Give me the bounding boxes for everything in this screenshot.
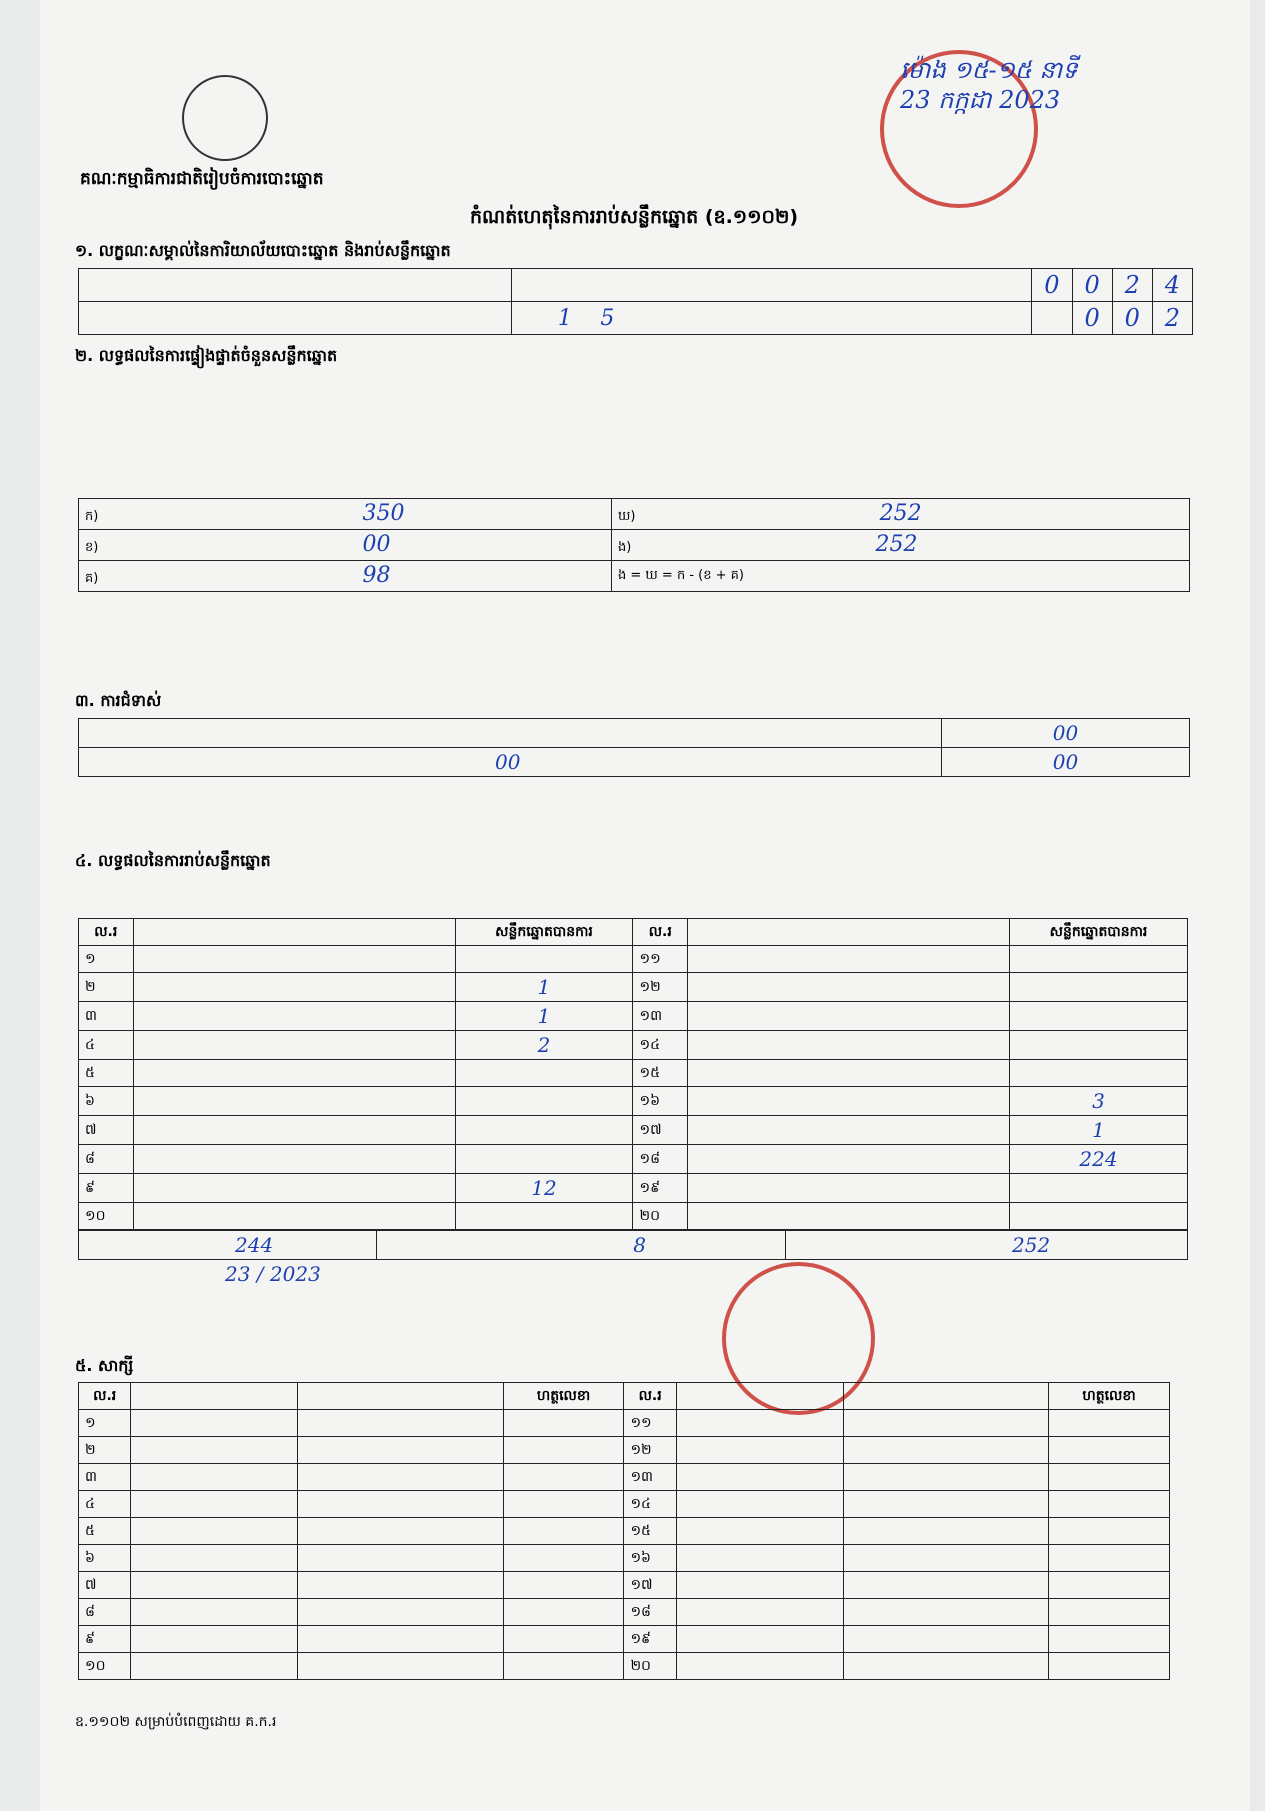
station-name-cell bbox=[79, 269, 512, 302]
witness-party bbox=[298, 1518, 503, 1545]
party-cell bbox=[133, 973, 455, 1002]
count-row-b bbox=[79, 530, 1190, 561]
commune-code-3: 2 bbox=[1152, 302, 1192, 335]
party-cell bbox=[133, 1060, 455, 1087]
witness-name bbox=[676, 1464, 843, 1491]
witness-party bbox=[298, 1626, 503, 1653]
witness-party bbox=[843, 1491, 1048, 1518]
votes-cell bbox=[1010, 946, 1188, 973]
table-row bbox=[79, 1518, 1170, 1545]
witness-party bbox=[298, 1599, 503, 1626]
witness-no: ៦ bbox=[79, 1545, 131, 1572]
count-b-value: 00 bbox=[362, 532, 391, 557]
party-cell bbox=[133, 1145, 455, 1174]
party-cell bbox=[688, 1145, 1010, 1174]
witness-no: ២ bbox=[79, 1437, 131, 1464]
district-code-2: 5 bbox=[600, 305, 615, 331]
witness-name bbox=[131, 1518, 298, 1545]
witness-no: ១៦ bbox=[624, 1545, 676, 1572]
votes-cell bbox=[455, 1203, 633, 1230]
witness-name bbox=[676, 1437, 843, 1464]
party-cell bbox=[688, 1002, 1010, 1031]
party-cell bbox=[133, 1203, 455, 1230]
station-name-value bbox=[511, 269, 1031, 302]
station-row bbox=[79, 269, 1193, 302]
objection-value-1: 00 bbox=[942, 719, 1190, 748]
results-no: ១៨ bbox=[633, 1145, 688, 1174]
votes-cell bbox=[455, 1116, 633, 1145]
organization-name: គណៈកម្មាធិការជាតិរៀបចំការបោះឆ្នោត bbox=[80, 169, 324, 189]
results-no: ១៥ bbox=[633, 1060, 688, 1087]
votes-cell: 3 bbox=[1010, 1087, 1188, 1116]
party-cell bbox=[133, 1087, 455, 1116]
totals-table bbox=[78, 1230, 1188, 1260]
count-e-label: ង) bbox=[618, 540, 632, 555]
count-d-label: ឃ) bbox=[618, 509, 636, 524]
witness-sign bbox=[503, 1464, 624, 1491]
votes-cell bbox=[455, 1060, 633, 1087]
results-h-votes-left: សន្លឹកឆ្នោតបានការ bbox=[455, 919, 633, 946]
witness-no: ១៧ bbox=[624, 1572, 676, 1599]
table-row bbox=[79, 1437, 1170, 1464]
witness-party bbox=[843, 1464, 1048, 1491]
witness-name bbox=[131, 1572, 298, 1599]
party-cell bbox=[133, 946, 455, 973]
witness-sign bbox=[1049, 1626, 1170, 1653]
table-row bbox=[79, 1653, 1170, 1680]
witness-party bbox=[843, 1653, 1048, 1680]
party-cell bbox=[133, 1174, 455, 1203]
objection-row-1 bbox=[79, 719, 1190, 748]
results-no: ៦ bbox=[79, 1087, 134, 1116]
witness-party bbox=[843, 1599, 1048, 1626]
stamp-line-2: 23 កក្កដា 2023 bbox=[900, 86, 1061, 114]
results-no: ១១ bbox=[633, 946, 688, 973]
station-code-3: 2 bbox=[1112, 269, 1152, 302]
count-b-label: ខ) bbox=[85, 540, 99, 555]
witness-no: ៨ bbox=[79, 1599, 131, 1626]
total-box-cell bbox=[785, 1231, 1187, 1260]
commune-code-2: 0 bbox=[1112, 302, 1152, 335]
nec-emblem-icon bbox=[182, 75, 268, 161]
party-cell bbox=[688, 973, 1010, 1002]
stamp-handwriting bbox=[900, 55, 1077, 115]
witness-no: ១២ bbox=[624, 1437, 676, 1464]
witness-name bbox=[131, 1437, 298, 1464]
witness-sign bbox=[503, 1491, 624, 1518]
votes-cell bbox=[1010, 1174, 1188, 1203]
party-cell bbox=[688, 1116, 1010, 1145]
table-row bbox=[79, 1174, 1188, 1203]
witness-no: ១៩ bbox=[624, 1626, 676, 1653]
witness-sign bbox=[503, 1599, 624, 1626]
record-date: 23 / 2023 bbox=[225, 1262, 321, 1286]
table-row bbox=[79, 1545, 1170, 1572]
results-no: ៨ bbox=[79, 1145, 134, 1174]
results-no: ១២ bbox=[633, 973, 688, 1002]
results-h-party-right bbox=[688, 919, 1010, 946]
count-d-cell bbox=[612, 499, 1190, 530]
table-row bbox=[79, 1491, 1170, 1518]
section-3-title: ៣. ការជំទាស់ bbox=[75, 691, 162, 710]
witness-h-no-right: ល.រ bbox=[624, 1383, 676, 1410]
witness-party bbox=[298, 1545, 503, 1572]
party-cell bbox=[133, 1116, 455, 1145]
votes-cell bbox=[1010, 1031, 1188, 1060]
table-row bbox=[79, 1203, 1188, 1230]
witness-no: ១០ bbox=[79, 1653, 131, 1680]
witness-name bbox=[131, 1410, 298, 1437]
votes-cell bbox=[455, 1145, 633, 1174]
results-h-no-right: ល.រ bbox=[633, 919, 688, 946]
witness-name bbox=[676, 1653, 843, 1680]
section-1-title: ១. លក្ខណៈសម្គាល់នៃការិយាល័យបោះឆ្នោត និងរាប់សន្លឹកឆ្នោត bbox=[75, 241, 451, 260]
results-no: ៧ bbox=[79, 1116, 134, 1145]
witness-name bbox=[676, 1545, 843, 1572]
witness-party bbox=[843, 1518, 1048, 1545]
votes-cell bbox=[1010, 1203, 1188, 1230]
witness-sign bbox=[1049, 1545, 1170, 1572]
total-valid: 244 bbox=[235, 1233, 274, 1257]
witness-sign bbox=[503, 1653, 624, 1680]
district-cell bbox=[79, 302, 512, 335]
objection-row-2 bbox=[79, 748, 1190, 777]
witness-h-sign-right: ហត្ថលេខា bbox=[1049, 1383, 1170, 1410]
table-row bbox=[79, 1060, 1188, 1087]
table-row bbox=[79, 946, 1188, 973]
witness-name bbox=[131, 1599, 298, 1626]
witness-sign bbox=[503, 1572, 624, 1599]
party-cell bbox=[133, 1031, 455, 1060]
count-d-value: 252 bbox=[879, 501, 922, 526]
witness-no: ១៨ bbox=[624, 1599, 676, 1626]
count-row-a bbox=[79, 499, 1190, 530]
footnote: ឧ.១១០២ សម្រាប់បំពេញដោយ គ.ក.រ bbox=[75, 1714, 277, 1730]
witness-sign bbox=[503, 1518, 624, 1545]
table-row bbox=[79, 1572, 1170, 1599]
table-row bbox=[79, 1464, 1170, 1491]
table-row bbox=[79, 1410, 1170, 1437]
witness-no: ១៣ bbox=[624, 1464, 676, 1491]
results-no: ១៣ bbox=[633, 1002, 688, 1031]
count-c-cell bbox=[79, 561, 612, 592]
witness-sign bbox=[1049, 1518, 1170, 1545]
witness-h-name-right bbox=[676, 1383, 843, 1410]
count-a-label: ក) bbox=[85, 509, 99, 524]
witness-name bbox=[676, 1626, 843, 1653]
witness-table bbox=[78, 1382, 1170, 1680]
results-no: ៤ bbox=[79, 1031, 134, 1060]
results-table bbox=[78, 918, 1188, 1230]
votes-cell: 12 bbox=[455, 1174, 633, 1203]
witness-name bbox=[131, 1545, 298, 1572]
table-row bbox=[79, 1087, 1188, 1116]
witness-h-party bbox=[298, 1383, 503, 1410]
witness-h-no: ល.រ bbox=[79, 1383, 131, 1410]
results-h-votes-right: សន្លឹកឆ្នោតបានការ bbox=[1010, 919, 1188, 946]
witness-sign bbox=[503, 1626, 624, 1653]
section-2-title: ២. លទ្ធផលនៃការផ្ទៀងផ្ទាត់ចំនួនសន្លឹកឆ្នោត bbox=[75, 346, 338, 365]
witness-name bbox=[676, 1491, 843, 1518]
total-invalid-cell bbox=[377, 1231, 786, 1260]
count-b-cell bbox=[79, 530, 612, 561]
results-no: ៥ bbox=[79, 1060, 134, 1087]
witness-name bbox=[131, 1491, 298, 1518]
table-row bbox=[79, 1002, 1188, 1031]
count-c-label: គ) bbox=[85, 571, 99, 586]
witness-sign bbox=[1049, 1437, 1170, 1464]
commune-code-1: 0 bbox=[1072, 302, 1112, 335]
witness-no: ១៥ bbox=[624, 1518, 676, 1545]
table-row bbox=[79, 1599, 1170, 1626]
votes-cell: 224 bbox=[1010, 1145, 1188, 1174]
results-no: ១៩ bbox=[633, 1174, 688, 1203]
total-box: 252 bbox=[1011, 1233, 1051, 1257]
count-row-c bbox=[79, 561, 1190, 592]
witness-no: ៣ bbox=[79, 1464, 131, 1491]
witness-sign bbox=[1049, 1599, 1170, 1626]
witness-party bbox=[843, 1545, 1048, 1572]
results-no: ៩ bbox=[79, 1174, 134, 1203]
results-no: ១០ bbox=[79, 1203, 134, 1230]
witness-party bbox=[298, 1653, 503, 1680]
votes-cell: 1 bbox=[455, 1002, 633, 1031]
results-no: ៣ bbox=[79, 1002, 134, 1031]
commune-code-blank bbox=[1032, 302, 1072, 335]
witness-party bbox=[298, 1410, 503, 1437]
witness-party bbox=[298, 1572, 503, 1599]
total-valid-cell bbox=[79, 1231, 377, 1260]
table-row bbox=[79, 973, 1188, 1002]
witness-party bbox=[843, 1437, 1048, 1464]
witness-name bbox=[676, 1518, 843, 1545]
total-invalid: 8 bbox=[633, 1233, 646, 1257]
party-cell bbox=[688, 946, 1010, 973]
results-no: ២០ bbox=[633, 1203, 688, 1230]
witness-no: ១១ bbox=[624, 1410, 676, 1437]
party-cell bbox=[133, 1002, 455, 1031]
party-cell bbox=[688, 1060, 1010, 1087]
results-h-no-left: ល.រ bbox=[79, 919, 134, 946]
results-no: ១៧ bbox=[633, 1116, 688, 1145]
witness-sign bbox=[1049, 1653, 1170, 1680]
results-no: ១៦ bbox=[633, 1087, 688, 1116]
results-no: ១ bbox=[79, 946, 134, 973]
count-c-value: 98 bbox=[362, 563, 391, 588]
party-cell bbox=[688, 1031, 1010, 1060]
table-row bbox=[79, 1116, 1188, 1145]
party-cell bbox=[688, 1174, 1010, 1203]
witness-party bbox=[843, 1410, 1048, 1437]
witness-party bbox=[298, 1464, 503, 1491]
section-4-title: ៤. លទ្ធផលនៃការរាប់សន្លឹកឆ្នោត bbox=[75, 851, 271, 870]
witness-h-name bbox=[131, 1383, 298, 1410]
results-no: ២ bbox=[79, 973, 134, 1002]
results-header bbox=[79, 919, 1188, 946]
witness-sign bbox=[503, 1410, 624, 1437]
votes-cell: 1 bbox=[1010, 1116, 1188, 1145]
witness-name bbox=[676, 1410, 843, 1437]
station-table bbox=[78, 268, 1193, 335]
objection-value-2: 00 bbox=[495, 750, 521, 774]
count-formula-cell: ង = ឃ = ក - (ខ + គ) bbox=[612, 561, 1190, 592]
witness-no: ១៤ bbox=[624, 1491, 676, 1518]
district-code-1: 1 bbox=[557, 305, 572, 331]
witness-no: ៥ bbox=[79, 1518, 131, 1545]
table-row bbox=[79, 1626, 1170, 1653]
stamp-line-1: ម៉ោង ១៥-១៥ នាទី bbox=[900, 56, 1078, 84]
station-code-4: 4 bbox=[1152, 269, 1192, 302]
count-e-value: 252 bbox=[875, 532, 918, 557]
witness-h-party-right bbox=[843, 1383, 1048, 1410]
results-h-party-left bbox=[133, 919, 455, 946]
witness-no: ៤ bbox=[79, 1491, 131, 1518]
witness-sign bbox=[1049, 1464, 1170, 1491]
ballot-count-table bbox=[78, 498, 1190, 592]
form-title: កំណត់ហេតុនៃការរាប់សន្លឹកឆ្នោត (ឧ.១១០២) bbox=[470, 206, 799, 228]
objection-cell-1 bbox=[79, 719, 942, 748]
station-code-1: 0 bbox=[1032, 269, 1072, 302]
district-row bbox=[79, 302, 1193, 335]
votes-cell bbox=[455, 946, 633, 973]
witness-sign bbox=[503, 1545, 624, 1572]
witness-sign bbox=[1049, 1572, 1170, 1599]
results-no: ១៤ bbox=[633, 1031, 688, 1060]
witness-no: ១ bbox=[79, 1410, 131, 1437]
commune-cell bbox=[511, 302, 1031, 335]
witness-party bbox=[298, 1437, 503, 1464]
witness-no: ២០ bbox=[624, 1653, 676, 1680]
totals-row bbox=[79, 1231, 1188, 1260]
section-5-title: ៥. សាក្សី bbox=[75, 1356, 134, 1375]
votes-cell bbox=[1010, 973, 1188, 1002]
witness-sign bbox=[503, 1437, 624, 1464]
witness-no: ៧ bbox=[79, 1572, 131, 1599]
objection-table bbox=[78, 718, 1190, 777]
witness-name bbox=[131, 1653, 298, 1680]
party-cell bbox=[688, 1203, 1010, 1230]
witness-name bbox=[676, 1572, 843, 1599]
witness-party bbox=[843, 1572, 1048, 1599]
votes-cell bbox=[1010, 1060, 1188, 1087]
count-e-cell bbox=[612, 530, 1190, 561]
witness-party bbox=[298, 1491, 503, 1518]
objection-value-3: 00 bbox=[942, 748, 1190, 777]
witness-name bbox=[676, 1599, 843, 1626]
count-a-value: 350 bbox=[362, 501, 405, 526]
witness-name bbox=[131, 1626, 298, 1653]
count-a-cell bbox=[79, 499, 612, 530]
votes-cell: 2 bbox=[455, 1031, 633, 1060]
witness-sign bbox=[1049, 1410, 1170, 1437]
witness-no: ៩ bbox=[79, 1626, 131, 1653]
table-row bbox=[79, 1145, 1188, 1174]
station-code-2: 0 bbox=[1072, 269, 1112, 302]
votes-cell: 1 bbox=[455, 973, 633, 1002]
objection-cell-2 bbox=[79, 748, 942, 777]
witness-header bbox=[79, 1383, 1170, 1410]
table-row bbox=[79, 1031, 1188, 1060]
witness-name bbox=[131, 1464, 298, 1491]
witness-h-sign: ហត្ថលេខា bbox=[503, 1383, 624, 1410]
witness-party bbox=[843, 1626, 1048, 1653]
votes-cell bbox=[1010, 1002, 1188, 1031]
witness-sign bbox=[1049, 1491, 1170, 1518]
votes-cell bbox=[455, 1087, 633, 1116]
party-cell bbox=[688, 1087, 1010, 1116]
